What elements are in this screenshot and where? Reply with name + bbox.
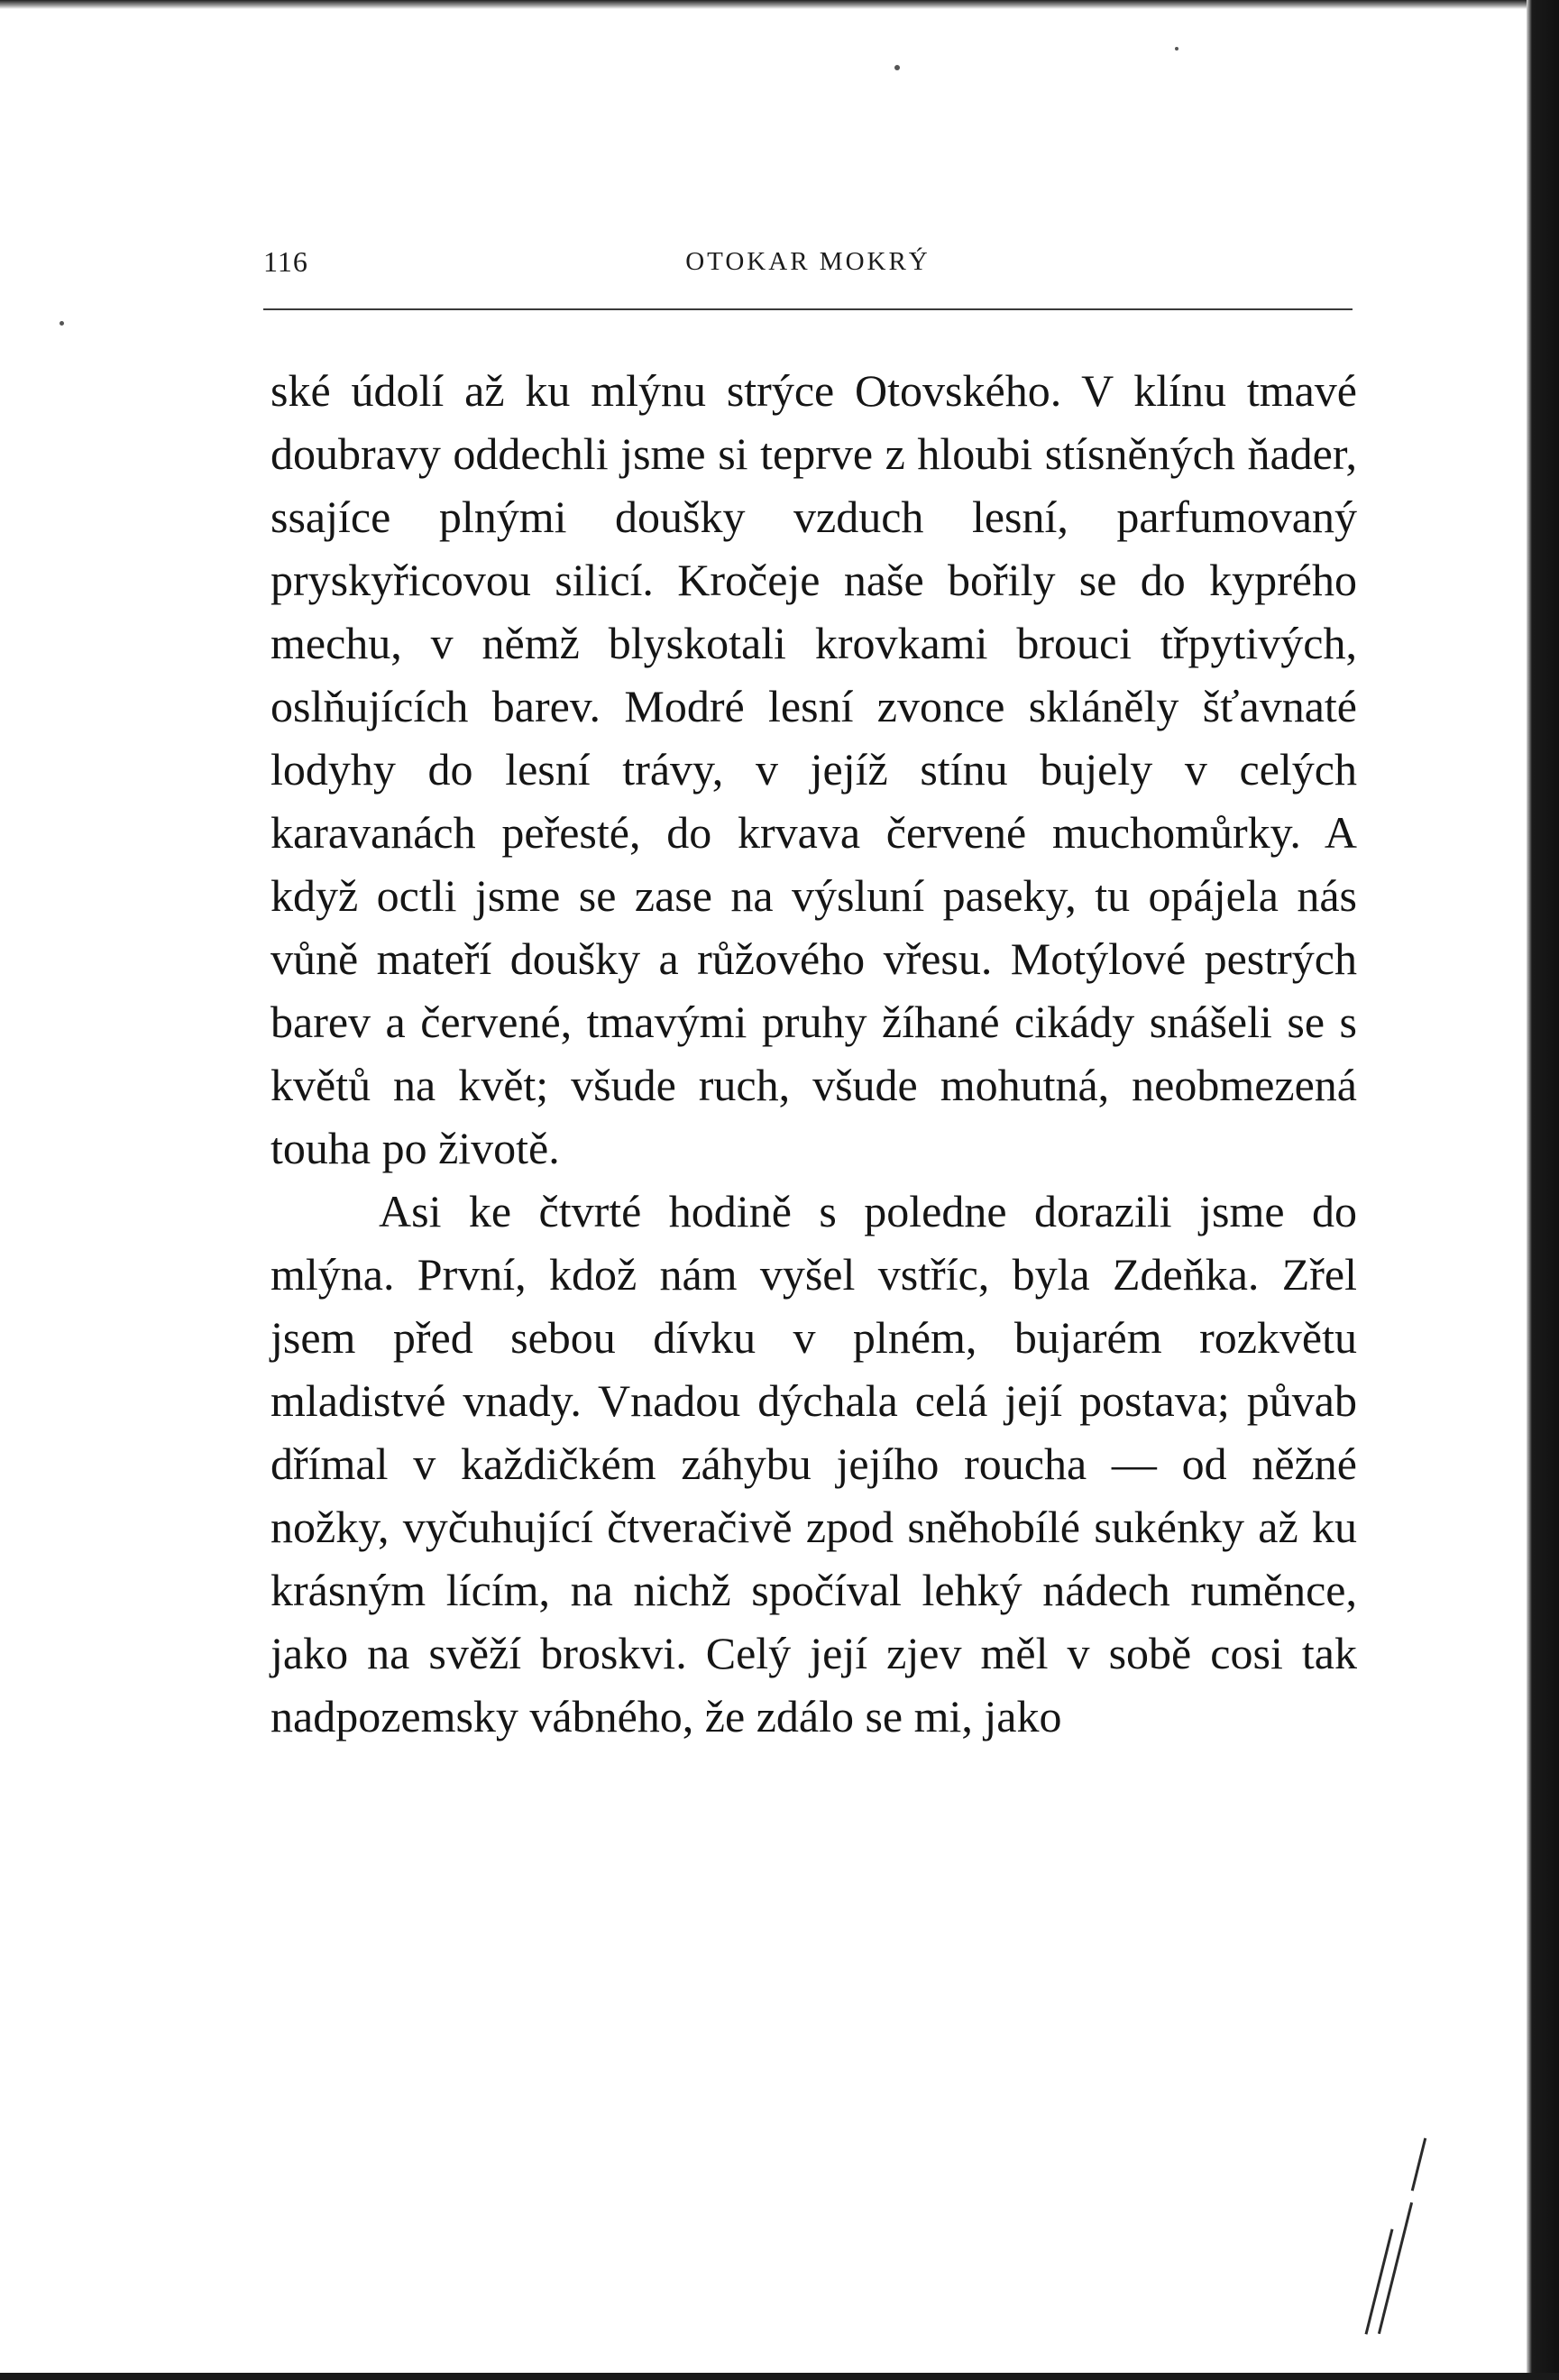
paragraph-1: ské údolí až ku mlýnu strýce Otovského. V klínu tmavé doubravy oddechli jsme si teprve z hloubi stísněných ňader, ssajíce plnými doušky vzduch lesní, parfumovaný pryskyřicovou silicí. Kročeje naše bořily se do kyprého mechu, v němž blyskotali krovkami brouci třpytivých, oslňujících barev. Modré lesní zvonce skláněly šťavnaté lodyhy do lesní trávy, v jejíž stínu bujely v celých karavanách peřesté, do krvava červené muchomůrky. A když octli jsme se zase na výsluní paseky, tu opájela nás vůně mateří doušky a růžového vřesu. Motýlové pestrých barev a červené, tmavými pruhy žíhané cikády snášeli se s květů na květ; všude ruch, všude mohutná, neobmezená touha po životě. [271,365,1357,1173]
scan-scratch [1365,2228,1394,2334]
page-number: 116 [263,245,308,278]
scan-scratch [1411,2138,1426,2192]
running-header [263,245,1353,281]
scan-speck [894,65,900,70]
paragraph-2: Asi ke čtvrté hodině s poledne dorazili jsme do mlýna. První, kdož nám vyšel vstříc, byla Zdeňka. Zřel jsem před sebou dívku v plném, bujarém rozkvětu mladistvé vnady. Vnadou dýchala celá její postava; půvab dřímal v každičkém záhybu jejího roucha — od něžné nožky, vyčuhující čtveračivě zpod sněhobílé sukénky až ku krásným lícím, na nichž spočíval lehký nádech ruměnce, jako na svěží broskvi. Celý její zjev měl v sobě cosi tak nadpozemsky vábného, že zdálo se mi, jako [271,1186,1357,1741]
header-divider [263,308,1353,310]
scan-edge-bottom [0,2373,1559,2380]
header-author: OTOKAR MOKRÝ [685,247,931,276]
scan-edge-right [1527,0,1559,2380]
scan-speck [60,321,64,326]
scan-edge-top [0,0,1559,9]
scan-speck [1175,47,1178,51]
body-text [271,359,1357,1748]
